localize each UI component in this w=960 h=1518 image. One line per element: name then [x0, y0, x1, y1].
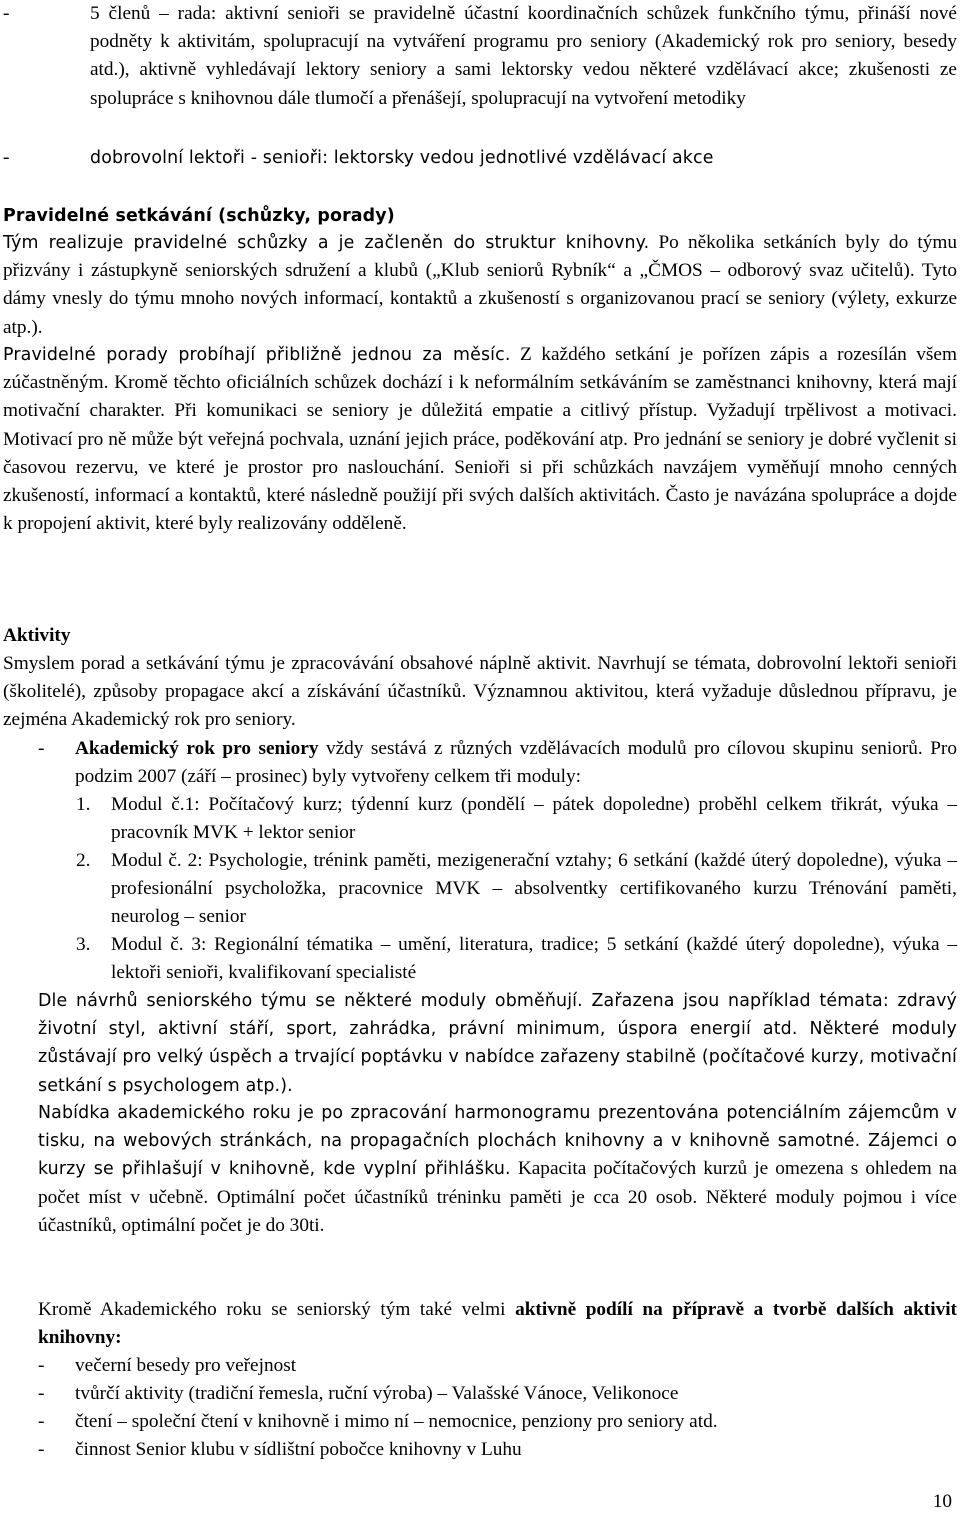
- list-item: [38, 1408, 957, 1436]
- list-item-text: večerní besedy pro veřejnost: [75, 1355, 297, 1376]
- list-item-text: [75, 735, 957, 791]
- module-number: 2.: [76, 850, 91, 871]
- paragraph-sans-part: Nabídka akademického roku je po zpracování harmonogramu prezentována potenciálním zájemcům v tisku, na webových stránkách, na propagačních plochách knihovny a v knihovně samotné. Zájemci o kurzy se přihlašují v knihovně, kde vyplní přihlášku.: [38, 1103, 957, 1180]
- bold-phrase: aktivně podílí na přípravě a tvorbě dalších aktivit knihovny:: [38, 1299, 957, 1349]
- bullet-dash: -: [38, 1355, 45, 1376]
- list-item-text: činnost Senior klubu v sídlištní pobočce knihovny v Luhu: [75, 1439, 522, 1460]
- module-text: Modul č.1: Počítačový kurz; týdenní kurz (pondělí – pátek dopoledne) proběhl celkem třikrát, výuka – pracovník MVK + lektor senior: [111, 794, 957, 844]
- paragraph-modules-change: Dle návrhů seniorského týmu se některé moduly obměňují. Zařazena jsou například témata: zdravý životní styl, aktivní stáří, sport, zahrádka, právní minimum, úspora energií atd. Některé moduly zůstávají pro velký úspěch a trvající poptávku v nabídce zařazeny stabilně (počítačové kurzy, motivační setkání s psychologem atp.).: [38, 991, 957, 1096]
- section-heading-meetings: Pravidelné setkávání (schůzky, porady): [3, 206, 395, 226]
- list-item: [38, 1352, 957, 1380]
- list-item: [38, 1436, 957, 1464]
- paragraph-offer: [38, 1099, 957, 1240]
- paragraph-serif-part: Po několika setkáních byly do týmu přizvány i zástupkyně seniorských sdružení a klubů („Klub seniorů Rybník“ a „ČMOS – odborový svaz učitelů). Tyto dámy vnesly do týmu mnoho nových informací, kontaktů a zkušeností s organizovanou prací se seniory (výlety, exkurze atp.).: [3, 232, 958, 338]
- list-item-text: dobrovolní lektoři - senioři: lektorsky vedou jednotlivé vzdělávací akce: [90, 148, 714, 168]
- paragraph-meetings-2: [3, 341, 957, 538]
- list-item-rest: vždy sestává z různých vzdělávacích modulů pro cílovou skupinu seniorů. Pro podzim 2007 (září – prosinec) byly vytvořeny celkem tři moduly:: [75, 738, 957, 788]
- list-item-text: čtení – společní čtení v knihovně i mimo ní – nemocnice, penziony pro seniory atd.: [75, 1411, 718, 1432]
- bullet-dash: -: [38, 1411, 45, 1432]
- module-item-2: [76, 847, 957, 932]
- paragraph-activities-intro: Smyslem porad a setkávání týmu je zpracovávání obsahové náplně aktivit. Navrhují se témata, dobrovolní lektoři senioři (školitelé), způsoby propagace akcí a získávání účastníků. Významnou aktivitou, která vyžaduje důslednou přípravu, je zejména Akademický rok pro seniory.: [3, 653, 957, 731]
- list-item-text: tvůrčí aktivity (tradiční řemesla, ruční výroba) – Valašské Vánoce, Velikonoce: [75, 1383, 679, 1404]
- bullet-dash: -: [3, 147, 10, 168]
- list-item-akademicky-rok: [38, 735, 957, 791]
- list-item-text: 5 členů – rada: aktivní senioři se pravidelně účastní koordinačních schůzek funkčního týmu, přináší nové podněty k aktivitám, spolupracují na vytváření programu pro seniory (Akademický rok pro seniory, besedy atd.), aktivně vyhledávají lektory seniory a sami lektorsky vedou některé vzdělávací akce; zkušenosti ze spolupráce s knihovnou dále tlumočí a přenášejí, spolupracují na vytvoření metodiky: [90, 3, 957, 109]
- module-item-3: [76, 931, 957, 987]
- module-number: 1.: [76, 794, 91, 815]
- paragraph-serif-part: Kapacita počítačových kurzů je omezena s ohledem na počet míst v učebně. Optimální počet účastníků tréninku paměti je cca 20 osob. Některé moduly pojmou i více účastníků, optimální počet je do 30ti.: [38, 1158, 957, 1236]
- paragraph-sans-part: Pravidelné porady probíhají přibližně jednou za měsíc.: [3, 345, 511, 365]
- page-number: 10: [932, 1491, 952, 1512]
- bullet-dash: -: [38, 1383, 45, 1404]
- paragraph-other-activities: [38, 1296, 957, 1352]
- paragraph-sans-part: Tým realizuje pravidelné schůzky a je začleněn do struktur knihovny.: [3, 233, 650, 253]
- bullet-dash: -: [3, 3, 10, 24]
- module-item-1: [76, 791, 957, 847]
- paragraph-text: Kromě Akademického roku se seniorský tým také velmi: [38, 1299, 516, 1320]
- module-number: 3.: [76, 934, 91, 955]
- paragraph-serif-part: Z každého setkání je pořízen zápis a rozesílán všem zúčastněným. Kromě těchto oficiálních schůzek dochází i k neformálním setkáváním se zaměstnanci knihovny, která mají motivační charakter. Při komunikaci se seniory je důležitá empatie a citlivý přístup. Vyžadují trpělivost a motivaci. Motivací pro ně může být veřejná pochvala, uznání jejich práce, poděkování atp. Pro jednání se seniory je dobré vyčlenit si časovou rezervu, ve které je prostor pro naslouchání. Senioři si při schůzkách navzájem vyměňují mnoho cenných zkušeností, informací a kontaktů, které následně použijí při svých dalších aktivitách. Často je navázána spolupráce a dojde k propojení aktivit, které byly realizovány odděleně.: [3, 344, 957, 535]
- module-text: Modul č. 3: Regionální tématika – umění, literatura, tradice; 5 setkání (každé úterý dopoledne), výuka – lektoři senioři, kvalifikovaní specialisté: [111, 934, 957, 984]
- section-heading-activities: Aktivity: [3, 625, 71, 646]
- list-item: [38, 1380, 957, 1408]
- bullet-dash: -: [38, 738, 45, 759]
- module-text: Modul č. 2: Psychologie, trénink paměti, mezigenerační vztahy; 6 setkání (každé úterý dopoledne), výuka – profesionální psycholožka, pracovnice MVK – absolventky certifikovaného kurzu Trénování paměti, neurolog – senior: [111, 850, 957, 928]
- list-item-rada: [3, 0, 957, 113]
- paragraph-meetings-1: [3, 229, 957, 342]
- list-item-lektori: [3, 144, 957, 172]
- bullet-dash: -: [38, 1439, 45, 1460]
- bold-term: Akademický rok pro seniory: [75, 738, 319, 759]
